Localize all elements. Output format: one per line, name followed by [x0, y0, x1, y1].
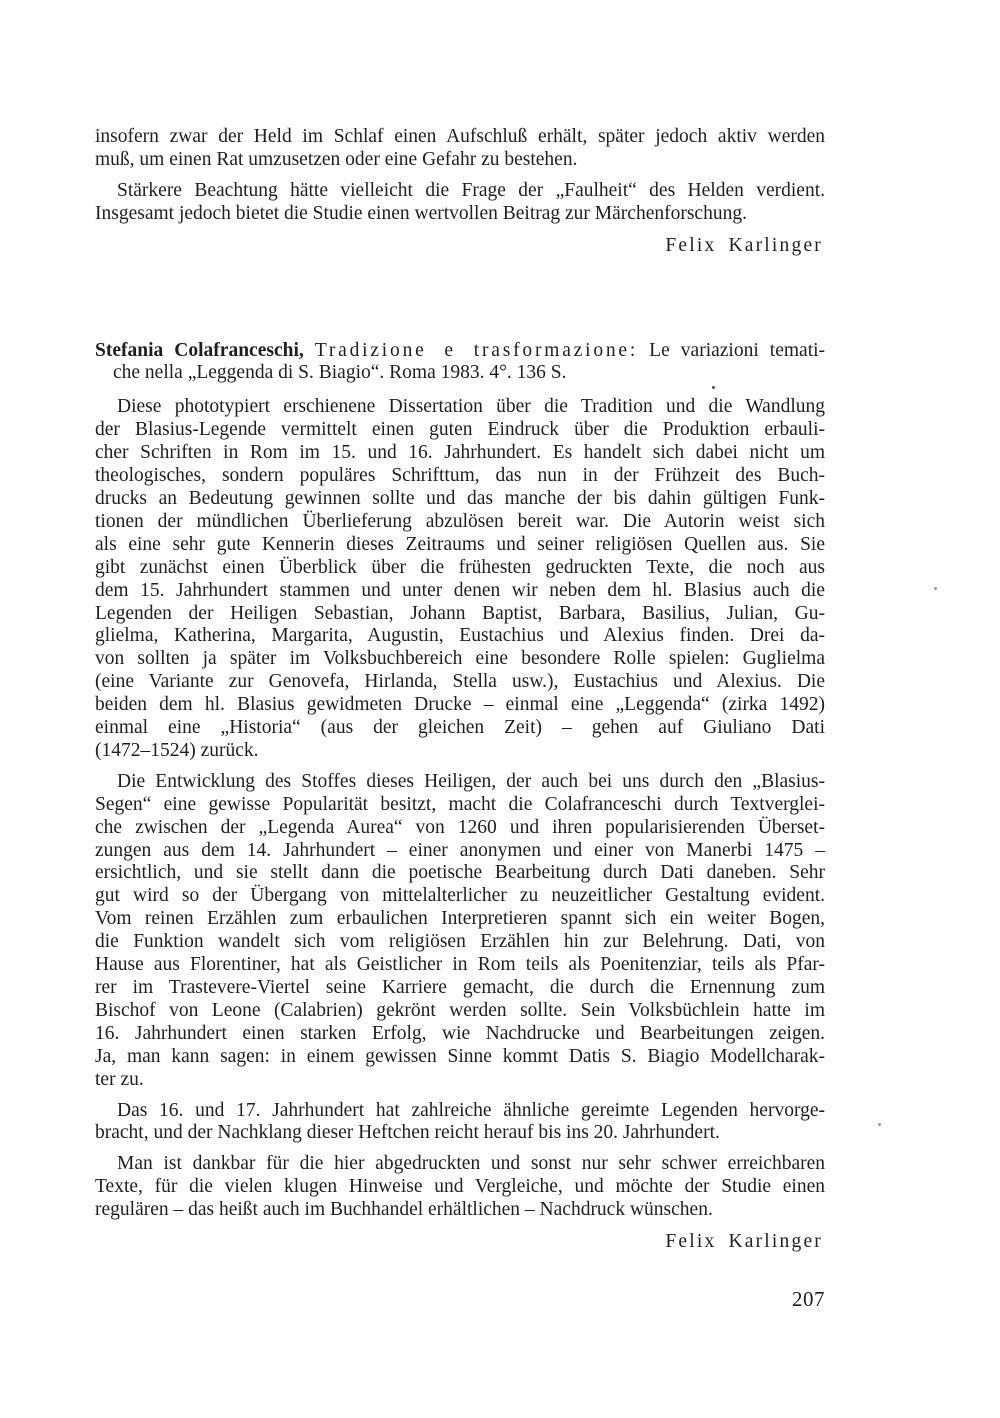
- text-line: beiden dem hl. Blasius gewidmeten Drucke – einmal eine „Leggenda“ (zirka 1492): [95, 694, 825, 716]
- text-line: Die Entwicklung des Stoffes dieses Heiligen, der auch bei uns durch den „Blasius-: [117, 770, 825, 792]
- text-line: Legenden der Heiligen Sebastian, Johann Baptist, Barbara, Basilius, Julian, Gu-: [95, 602, 825, 624]
- book-author: Stefania Colafranceschi,: [95, 339, 304, 361]
- paragraph: [95, 1153, 825, 1222]
- text-line: insofern zwar der Held im Schlaf einen Aufschluß erhält, später jedoch aktiv werden: [95, 126, 825, 147]
- text-line: gibt zunächst einen Überblick über die frühesten gedruckten Texte, die noch aus: [95, 556, 825, 578]
- heading-line: [95, 340, 825, 363]
- text-line: als eine sehr gute Kennerin dieses Zeitraums und seiner religiösen Quellen aus. Sie: [95, 533, 825, 555]
- text-line: Bischof von Leone (Calabrien) gekrönt werden sollte. Sein Volksbüchlein hatte im: [95, 999, 825, 1021]
- paragraph: [95, 396, 825, 763]
- text-line: Man ist dankbar für die hier abgedruckten und sonst nur sehr schwer erreichbaren: [117, 1153, 825, 1175]
- text-line: die Funktion wandelt sich vom religiösen Erzählen hin zur Belehrung. Dati, von: [95, 931, 825, 953]
- text-line: bracht, und der Nachklang dieser Heftchen reicht herauf bis ins 20. Jahrhundert.: [95, 1122, 720, 1144]
- text-line: regulären – das heißt auch im Buchhandel erhältlichen – Nachdruck wünschen.: [95, 1199, 713, 1221]
- scan-speck: [712, 386, 715, 389]
- text-line: Vom reinen Erzählen zum erbaulichen Interpretieren spannt sich ein weiter Bogen,: [95, 908, 825, 930]
- reviewer-signature: Felix Karlinger: [665, 234, 823, 256]
- scan-speck: [878, 1123, 881, 1126]
- text-line: che zwischen der „Legenda Aurea“ von 1260 und ihren popularisierenden Überset-: [95, 816, 825, 838]
- book-subtitle: Le variazioni temati-: [649, 339, 826, 361]
- text-line: cher Schriften in Rom im 15. und 16. Jahrhundert. Es handelt sich dabei nicht um: [95, 442, 825, 464]
- text-line: Ja, man kann sagen: in einem gewissen Sinne kommt Datis S. Biagio Modellcharak-: [95, 1045, 825, 1067]
- text-line: der Blasius-Legende vermittelt einen guten Eindruck über die Produktion erbauli-: [95, 419, 825, 441]
- text-line: Texte, für die vielen klugen Hinweise und Vergleiche, und möchte der Studie einen: [95, 1176, 825, 1198]
- text-line: drucks an Bedeutung gewinnen sollte und das manche der bis dahin gültigen Funk-: [95, 487, 825, 509]
- text-line: (eine Variante zur Genovefa, Hirlanda, Stella usw.), Eustachius und Alexius. Die: [95, 671, 825, 693]
- book-title: Tradizione e trasformazione:: [314, 339, 639, 361]
- text-line: (1472–1524) zurück.: [95, 739, 259, 761]
- text-line: theologisches, sondern populäres Schrifttum, das nun in der Frühzeit des Buch-: [95, 465, 825, 487]
- paragraph: [95, 180, 825, 226]
- text-line: ersichtlich, und sie stellt dann die poetische Bearbeitung durch Dati daneben. Sehr: [95, 862, 825, 884]
- text-line: von sollten ja später im Volksbuchbereich eine besondere Rolle spielen: Guglielma: [95, 648, 825, 670]
- text-line: Insgesamt jedoch bietet die Studie einen wertvollen Beitrag zur Märchenforschung.: [95, 202, 747, 224]
- page-number: 207: [792, 1287, 825, 1311]
- text-line: Hause aus Florentiner, hat als Geistlicher in Rom teils als Poenitenziar, teils als Pfar-: [95, 954, 825, 976]
- reviewer-signature: Felix Karlinger: [665, 1231, 823, 1253]
- text-line: muß, um einen Rat umzusetzen oder eine Gefahr zu bestehen.: [95, 148, 578, 170]
- text-line: tionen der mündlichen Überlieferung abzulösen bereit war. Die Autorin weist sich: [95, 510, 825, 532]
- text-line: Segen“ eine gewisse Popularität besitzt, macht die Colafranceschi durch Textverglei-: [95, 793, 825, 815]
- text-column: [95, 126, 825, 1254]
- paragraph: [95, 1100, 825, 1146]
- scan-speck: [934, 587, 937, 590]
- text-line: Das 16. und 17. Jahrhundert hat zahlreiche ähnliche gereimte Legenden hervorge-: [117, 1099, 825, 1121]
- text-line: zungen aus dem 14. Jahrhundert – einer anonymen und einer von Manerbi 1475 –: [95, 839, 825, 861]
- text-line: einmal eine „Historia“ (aus der gleichen Zeit) – gehen auf Giuliano Dati: [95, 717, 825, 739]
- text-line: 16. Jahrhundert einen starken Erfolg, wie Nachdrucke und Bearbeitungen zeigen.: [95, 1022, 825, 1044]
- text-line: Diese phototypiert erschienene Dissertation über die Tradition und die Wandlung: [117, 396, 825, 418]
- text-line: dem 15. Jahrhundert stammen und unter denen wir neben dem hl. Blasius auch die: [95, 579, 825, 601]
- paragraph: [95, 771, 825, 1092]
- text-line: gut wird so der Übergang von mittelalterlicher zu neuzeitlicher Gestaltung evident.: [95, 885, 825, 907]
- text-line: rer im Trastevere-Viertel seine Karriere gemacht, die durch die Ernennung zum: [95, 977, 825, 998]
- paragraph: [95, 126, 825, 172]
- text-line: ter zu.: [95, 1068, 144, 1090]
- text-line: Stärkere Beachtung hätte vielleicht die Frage der „Faulheit“ des Helden verdient.: [117, 179, 825, 201]
- heading-line: che nella „Leggenda di S. Biagio“. Roma 1983. 4°. 136 S.: [113, 362, 567, 384]
- review-heading: [95, 340, 825, 386]
- text-line: glielma, Katherina, Margarita, Augustin, Eustachius und Alexius finden. Drei da-: [95, 625, 825, 647]
